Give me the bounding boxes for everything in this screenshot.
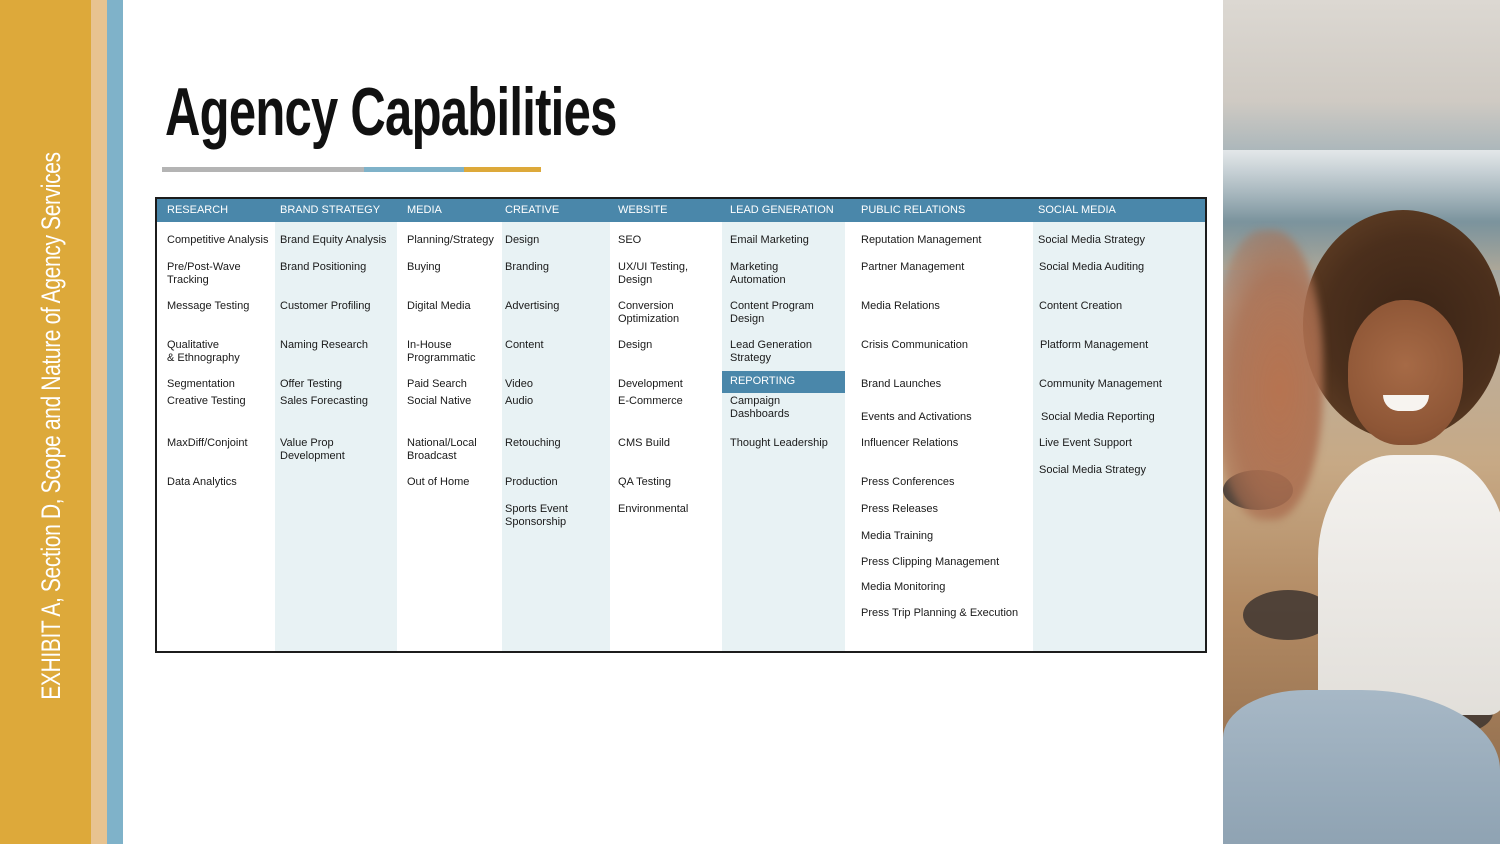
column-creative: [502, 199, 610, 651]
list-item: Sales Forecasting: [280, 395, 369, 407]
list-item: Planning/Strategy: [407, 234, 494, 246]
list-item: Social Media Strategy: [1038, 234, 1145, 246]
list-item: E-Commerce: [618, 395, 683, 407]
list-item: Content: [505, 339, 544, 351]
page-title: Agency Capabilities: [165, 74, 617, 150]
list-item: Message Testing: [167, 300, 250, 312]
list-item: Design: [505, 234, 540, 246]
column-header: PUBLIC RELATIONS: [845, 199, 1033, 222]
photo-shirt: [1318, 455, 1500, 715]
photo-jeans: [1223, 690, 1500, 844]
sidebar-stripe-tan: [91, 0, 107, 844]
column-header: LEAD GENERATION: [722, 199, 845, 222]
column-public-relations: [845, 199, 1033, 651]
list-item: Content Creation: [1039, 300, 1123, 312]
reporting-subheader-label: REPORTING: [730, 375, 796, 387]
column-lead-generation: [722, 199, 845, 651]
list-item: Qualitative & Ethnography: [167, 339, 240, 364]
list-item: Environmental: [618, 503, 689, 515]
exhibit-vertical-label: [31, 152, 71, 777]
list-item: Influencer Relations: [861, 437, 959, 449]
sidebar-stripe-blue: [107, 0, 123, 844]
list-item: Social Media Auditing: [1039, 261, 1145, 273]
column-header: RESEARCH: [157, 199, 275, 222]
photo-face: [1348, 300, 1463, 445]
column-header: SOCIAL MEDIA: [1033, 199, 1205, 222]
title-underline-blue: [364, 167, 464, 172]
list-item: Thought Leadership: [730, 437, 828, 449]
list-item: Creative Testing: [167, 395, 246, 407]
list-item: Social Media Strategy: [1039, 464, 1146, 476]
column-research: [157, 199, 275, 651]
list-item: Buying: [407, 261, 441, 273]
column-header: MEDIA: [397, 199, 502, 222]
title-underline-gold: [464, 167, 541, 172]
column-header: WEBSITE: [610, 199, 722, 222]
list-item: Naming Research: [280, 339, 369, 351]
column-media: [397, 199, 502, 651]
list-item: Branding: [505, 261, 550, 273]
list-item: QA Testing: [618, 476, 671, 488]
list-item: UX/UI Testing, Design: [618, 261, 689, 286]
exhibit-label-text: EXHIBIT A, Section D, Scope and Nature of Agency Services: [36, 152, 66, 700]
list-item: Production: [505, 476, 558, 488]
list-item: Competitive Analysis: [167, 234, 269, 246]
list-item: Reputation Management: [861, 234, 982, 246]
list-item: Brand Positioning: [280, 261, 367, 273]
list-item: Live Event Support: [1039, 437, 1132, 449]
list-item: Social Media Reporting: [1041, 411, 1155, 423]
list-item: Email Marketing: [730, 234, 809, 246]
list-item: Audio: [505, 395, 534, 407]
column-header: CREATIVE: [502, 199, 610, 222]
list-item: Paid Search: [407, 378, 467, 390]
list-item: Value Prop Development: [280, 437, 345, 462]
list-item: Crisis Communication: [861, 339, 968, 351]
list-item: Platform Management: [1040, 339, 1149, 351]
list-item: Sports Event Sponsorship: [505, 503, 568, 528]
list-item: In-House Programmatic: [407, 339, 476, 364]
photo-hand: [1223, 230, 1323, 520]
list-item: CMS Build: [618, 437, 670, 449]
list-item: Conversion Optimization: [618, 300, 680, 325]
list-item: Campaign Dashboards: [730, 395, 790, 420]
list-item: Media Training: [861, 530, 934, 542]
list-item: Brand Equity Analysis: [280, 234, 387, 246]
list-item: SEO: [618, 234, 642, 246]
list-item: Content Program Design: [730, 300, 814, 325]
list-item: Media Monitoring: [861, 581, 946, 593]
list-item: Social Native: [407, 395, 472, 407]
list-item: National/Local Broadcast: [407, 437, 477, 462]
list-item: Retouching: [505, 437, 561, 449]
list-item: Offer Testing: [280, 378, 342, 390]
list-item: Press Conferences: [861, 476, 955, 488]
beach-woman-photo: [1223, 0, 1500, 844]
column-social-media: [1033, 199, 1205, 651]
list-item: Data Analytics: [167, 476, 237, 488]
list-item: Customer Profiling: [280, 300, 371, 312]
list-item: Design: [618, 339, 653, 351]
list-item: Partner Management: [861, 261, 965, 273]
list-item: Development: [618, 378, 683, 390]
list-item: Out of Home: [407, 476, 470, 488]
column-website: [610, 199, 722, 651]
list-item: MaxDiff/Conjoint: [167, 437, 248, 449]
list-item: Video: [505, 378, 533, 390]
list-item: Events and Activations: [861, 411, 972, 423]
list-item: Lead Generation Strategy: [730, 339, 812, 364]
capabilities-table: [155, 197, 1207, 653]
list-item: Press Clipping Management: [861, 556, 1000, 568]
column-brand-strategy: [275, 199, 397, 651]
list-item: Brand Launches: [861, 378, 942, 390]
column-header: BRAND STRATEGY: [275, 199, 397, 222]
list-item: Advertising: [505, 300, 560, 312]
title-underline-gray: [162, 167, 364, 172]
list-item: Marketing Automation: [730, 261, 786, 286]
list-item: Press Trip Planning & Execution: [861, 607, 1019, 619]
list-item: Digital Media: [407, 300, 471, 312]
list-item: Community Management: [1039, 378, 1162, 390]
list-item: Segmentation: [167, 378, 235, 390]
list-item: Press Releases: [861, 503, 939, 515]
list-item: Media Relations: [861, 300, 940, 312]
list-item: Pre/Post-Wave Tracking: [167, 261, 241, 286]
reporting-subheader: [722, 371, 845, 393]
